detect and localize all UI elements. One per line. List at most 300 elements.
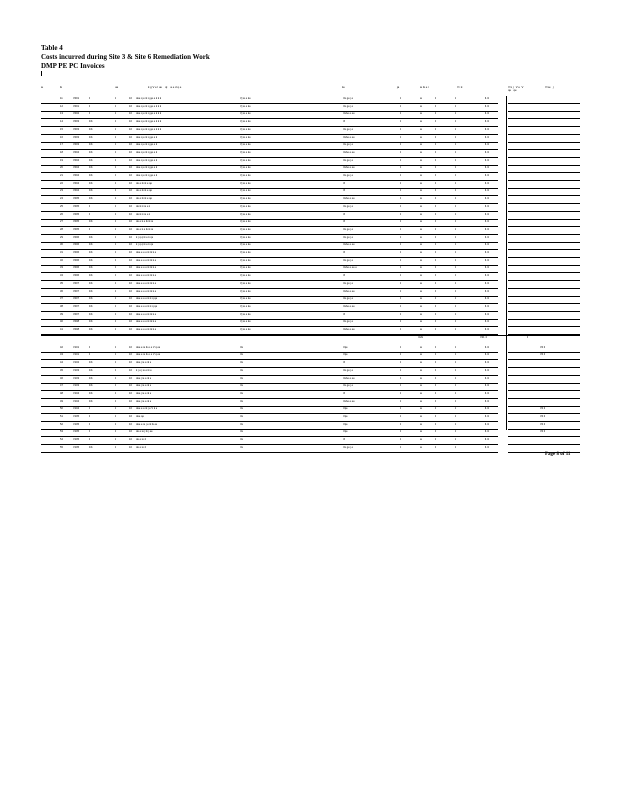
row-divider xyxy=(508,359,580,360)
table-cell: 1 xyxy=(115,243,117,247)
table-cell: 1 4 xyxy=(485,212,489,216)
table-cell: 4 xyxy=(89,353,91,357)
table-cell: de e ik ik e qe xyxy=(136,181,153,185)
column-header: ie xyxy=(41,85,44,89)
table-cell: 1 xyxy=(455,391,457,395)
table-cell: 10 xyxy=(129,422,132,426)
table-cell: Vj ie e ke xyxy=(240,166,251,170)
table-cell: Vebe e ee xyxy=(343,399,355,403)
table-cell: 1 xyxy=(115,204,117,208)
row-divider xyxy=(41,165,498,166)
table-cell: 1 xyxy=(400,204,402,208)
table-cell: Vebe e ee e xyxy=(343,266,357,270)
table-cell: dee e ie j e ik ik ee xyxy=(136,422,158,426)
table-cell: de e ie 4 xyxy=(136,438,146,442)
table-cell: 1 4 xyxy=(485,104,489,108)
table-cell: 4 xyxy=(435,376,437,380)
table-cell: Vj ie e ke xyxy=(240,212,251,216)
table-cell: 4 xyxy=(435,97,437,100)
table-cell: 25 xyxy=(60,204,63,208)
table-cell: V004 xyxy=(73,189,80,193)
table-cell: 4 xyxy=(435,174,437,177)
table-cell: 1 xyxy=(455,399,457,403)
table-cell: dee e e ik j e V k e xyxy=(136,407,158,411)
table-cell: ie xyxy=(420,445,423,449)
table-cell: 1 xyxy=(400,227,402,231)
table-cell: 1 4 xyxy=(485,297,489,301)
table-cell: Vj ie e ke xyxy=(240,204,251,208)
table-cell: 4 xyxy=(435,438,437,442)
row-divider xyxy=(508,444,580,445)
table-cell: 4 xyxy=(89,204,91,208)
column-header: ie ik e i xyxy=(420,85,429,89)
table-cell: 4 xyxy=(435,181,437,185)
table-cell: ie xyxy=(420,415,423,418)
row-divider xyxy=(508,149,580,150)
table-cell: 1 xyxy=(115,166,117,170)
table-cell: 1 xyxy=(115,251,117,254)
table-cell: 1 xyxy=(115,281,117,285)
table-cell: dee j ie e ik e xyxy=(136,384,152,388)
table-cell: 4 xyxy=(89,438,91,442)
table-cell: Vi xyxy=(343,189,346,193)
table-cell: 1 xyxy=(400,297,402,301)
table-cell: dee q e ik q ge e k k k xyxy=(136,120,162,124)
table-cell: 1 xyxy=(455,120,457,124)
table-cell: 1 xyxy=(400,281,402,285)
row-divider xyxy=(41,383,498,384)
table-cell: Ve ge j e xyxy=(343,97,354,100)
table-cell: Vj ie e ke xyxy=(240,289,251,293)
table-cell: V105 xyxy=(73,422,80,426)
table-cell: 49 xyxy=(60,399,63,403)
table-cell: Ve xyxy=(240,399,244,403)
table-cell: V003 xyxy=(73,143,80,147)
table-cell: Vebe e ee xyxy=(343,304,355,308)
table-cell: ie xyxy=(420,281,423,285)
table-cell: 4 xyxy=(435,320,437,324)
table-cell: dee e e e ik ik k e xyxy=(136,328,157,331)
table-cell: 1 xyxy=(455,289,457,293)
table-cell: 1 xyxy=(455,197,457,201)
row-divider xyxy=(508,296,580,297)
table-cell: 4 1 xyxy=(89,320,93,324)
row-divider xyxy=(41,303,498,304)
table-cell: 4 xyxy=(435,345,437,349)
table-cell: 1 xyxy=(455,368,457,372)
table-cell: 1 4 xyxy=(485,127,489,131)
table-cell: Ve xyxy=(240,345,244,349)
row-divider xyxy=(508,375,580,376)
row-divider xyxy=(41,390,498,391)
table-cell: 10 xyxy=(129,104,132,108)
subtotal-extra: 4 xyxy=(527,335,529,339)
table-cell: 1 xyxy=(400,312,402,316)
row-divider xyxy=(508,234,580,235)
table-cell: 1 xyxy=(115,384,117,388)
table-cell: Ve ge j e xyxy=(343,143,354,147)
table-cell: dee q e ik q ge e k xyxy=(136,166,158,170)
table-cell: ie xyxy=(420,361,423,365)
table-cell: 1 xyxy=(115,220,117,224)
table-cell: ie xyxy=(420,97,423,100)
table-cell: ie xyxy=(420,289,423,293)
table-cell: V105 xyxy=(73,430,80,434)
table-cell: 1 xyxy=(400,174,402,177)
table-cell: ie xyxy=(420,204,423,208)
table-cell: 10 xyxy=(129,204,132,208)
table-cell: 1 xyxy=(455,143,457,147)
table-cell: V0 4 xyxy=(540,345,546,349)
row-divider xyxy=(41,203,498,204)
table-cell: Ve ge j e xyxy=(343,174,354,177)
table-cell: ie xyxy=(420,258,423,262)
row-divider xyxy=(508,126,580,127)
row-divider xyxy=(41,296,498,297)
table-cell: dee q e ik q ge e k k k xyxy=(136,97,162,100)
table-cell: 4 1 xyxy=(89,297,93,301)
table-cell: ie xyxy=(420,266,423,270)
table-cell: ie xyxy=(420,345,423,349)
table-cell: 10 xyxy=(129,297,132,301)
table-cell: 1 xyxy=(400,235,402,239)
table-cell: 4 1 xyxy=(89,174,93,177)
table-cell: 1 xyxy=(400,258,402,262)
table-cell: 10 xyxy=(129,328,132,331)
table-cell: 4 1 xyxy=(89,304,93,308)
table-cell: 1 xyxy=(115,158,117,162)
table-cell: 1 4 xyxy=(485,227,489,231)
row-divider xyxy=(41,111,498,112)
table-cell: dee q e ik q ge e k xyxy=(136,158,158,162)
table-cell: 4 xyxy=(89,415,91,418)
row-divider xyxy=(508,134,580,135)
table-cell: 10 xyxy=(129,320,132,324)
table-cell: 1 xyxy=(115,312,117,316)
table-cell: Ve ge j e xyxy=(343,158,354,162)
table-cell: ie xyxy=(420,143,423,147)
table-cell: 22 xyxy=(60,181,63,185)
table-cell: Vebe e ee xyxy=(343,166,355,170)
table-cell: dee j ie e ik e xyxy=(136,391,152,395)
table-cell: V001 xyxy=(73,104,80,108)
table-cell: 4 1 xyxy=(89,166,93,170)
table-cell: 1 xyxy=(115,112,117,116)
row-divider xyxy=(508,157,580,158)
table-cell: 4 xyxy=(435,235,437,239)
table-cell: 1 xyxy=(455,189,457,193)
table-cell: 1 xyxy=(400,345,402,349)
table-cell: 10 xyxy=(129,361,132,365)
table-cell: dee e e e ik k q qe xyxy=(136,304,158,308)
table-cell: de e ik ik e qe xyxy=(136,197,153,201)
table-cell: Vebe e ee xyxy=(343,112,355,116)
row-divider xyxy=(508,195,580,196)
row-divider xyxy=(41,421,498,422)
table-cell: 1 xyxy=(400,143,402,147)
table-cell: V003 xyxy=(73,120,80,124)
table-cell: 1 xyxy=(400,304,402,308)
table-cell: Vj ie e ke xyxy=(240,112,251,116)
table-cell: 4 xyxy=(435,384,437,388)
row-divider xyxy=(41,452,498,453)
table-cell: dee e e e ik ik k e xyxy=(136,281,157,285)
table-cell: 4 xyxy=(435,297,437,301)
table-cell: 18 xyxy=(60,150,63,154)
column-header: iie xyxy=(342,85,345,89)
row-divider xyxy=(508,111,580,112)
table-cell: 1 xyxy=(115,150,117,154)
table-cell: 1 4 xyxy=(485,220,489,224)
table-cell: V008 xyxy=(73,320,80,324)
table-cell: V004 xyxy=(73,158,80,162)
table-cell: V007 xyxy=(73,281,80,285)
table-cell: 19 xyxy=(60,158,63,162)
table-cell: 1 xyxy=(455,166,457,170)
table-cell: de e k e ik ik ie xyxy=(136,227,154,231)
table-cell: 4 1 xyxy=(89,127,93,131)
column-header: V ke j xyxy=(545,85,554,89)
table-subtitle: DMP PE PC Invoices xyxy=(41,62,105,70)
row-divider xyxy=(41,288,498,289)
table-cell: 1 xyxy=(455,251,457,254)
table-cell: 1 4 xyxy=(485,445,489,449)
table-cell: 1 xyxy=(115,376,117,380)
table-cell: 37 xyxy=(60,297,63,301)
row-divider xyxy=(41,429,498,430)
row-divider xyxy=(41,319,498,320)
table-cell: Vqe xyxy=(343,422,348,426)
table-cell: ie xyxy=(420,251,423,254)
table-cell: 4 1 xyxy=(89,150,93,154)
table-cell: 39 xyxy=(60,312,63,316)
table-cell: V101 xyxy=(73,353,80,357)
table-cell: Vj ie e ke xyxy=(240,181,251,185)
table-cell: Vi xyxy=(343,251,346,254)
table-cell: dee e e e ik ik k e xyxy=(136,312,157,316)
table-cell: 1 4 xyxy=(485,391,489,395)
table-cell: 36 xyxy=(60,289,63,293)
table-cell: V007 xyxy=(73,297,80,301)
table-cell: 1 xyxy=(400,407,402,411)
table-cell: 1 xyxy=(115,430,117,434)
table-cell: V006 xyxy=(73,258,80,262)
table-cell: 4 xyxy=(89,227,91,231)
table-cell: Vj ie e ke xyxy=(240,320,251,324)
table-cell: 43 xyxy=(60,353,63,357)
table-cell: 4 1 xyxy=(89,120,93,124)
table-cell: 1 xyxy=(455,274,457,278)
row-divider xyxy=(41,211,498,212)
row-divider xyxy=(41,311,498,312)
table-cell: 38 xyxy=(60,304,63,308)
table-cell: V105 xyxy=(73,415,80,418)
table-cell: 10 xyxy=(129,174,132,177)
row-divider xyxy=(41,352,498,353)
table-cell: 1 xyxy=(455,415,457,418)
table-cell: Ve ge j e xyxy=(343,127,354,131)
table-cell: Vebe e ee xyxy=(343,243,355,247)
table-cell: dee e e e ik ik k e xyxy=(136,289,157,293)
table-cell: 1 4 xyxy=(485,328,489,331)
table-cell: Ve ge j e xyxy=(343,258,354,262)
table-cell: 52 xyxy=(60,422,63,426)
table-cell: 34 xyxy=(60,274,63,278)
row-divider xyxy=(508,436,580,437)
table-cell: 14 xyxy=(60,120,63,124)
table-cell: Vj ie e ke xyxy=(240,304,251,308)
table-cell: 1 xyxy=(115,174,117,177)
table-cell: 4 1 xyxy=(89,399,93,403)
table-cell: 40 xyxy=(60,320,63,324)
table-cell: 1 4 xyxy=(485,312,489,316)
table-cell: 1 xyxy=(115,97,117,100)
table-cell: 10 xyxy=(129,289,132,293)
table-cell: 1 xyxy=(455,135,457,139)
table-cell: Ve xyxy=(240,353,244,357)
row-divider xyxy=(508,319,580,320)
table-cell: dee e e e ik ik k e xyxy=(136,320,157,324)
table-cell: dee e e e ik ik k e xyxy=(136,251,157,254)
table-cell: 1 4 xyxy=(485,181,489,185)
table-cell: 4 xyxy=(435,391,437,395)
table-cell: dee j ie e ik e xyxy=(136,399,152,403)
table-cell: Vi xyxy=(343,438,346,442)
subtotal-label: Vebi xyxy=(418,335,424,339)
row-divider xyxy=(41,413,498,414)
row-divider xyxy=(508,280,580,281)
table-cell: 10 xyxy=(129,135,132,139)
table-cell: 31 xyxy=(60,251,63,254)
table-cell: V0 4 xyxy=(540,422,546,426)
table-cell: 1 xyxy=(455,445,457,449)
table-cell: ie xyxy=(420,227,423,231)
table-cell: V006 xyxy=(73,274,80,278)
table-cell: 4 xyxy=(89,97,91,100)
table-cell: ie xyxy=(420,174,423,177)
table-cell: V008 xyxy=(73,328,80,331)
table-cell: Vebe e ee xyxy=(343,150,355,154)
table-cell: 4 xyxy=(435,243,437,247)
table-cell: 4 xyxy=(435,281,437,285)
table-cell: ie xyxy=(420,135,423,139)
table-cell: 1 xyxy=(400,251,402,254)
table-cell: 4 1 xyxy=(89,368,93,372)
table-cell: k j q q ik e k qe xyxy=(136,235,154,239)
row-divider xyxy=(508,383,580,384)
row-divider xyxy=(41,444,498,445)
table-cell: 10 xyxy=(129,127,132,131)
table-cell: 10 xyxy=(129,120,132,124)
table-cell: 1 4 xyxy=(485,345,489,349)
row-divider xyxy=(41,188,498,189)
table-cell: 4 xyxy=(435,189,437,193)
table-cell: ie xyxy=(420,120,423,124)
table-cell: 1 xyxy=(455,112,457,116)
table-cell: 4 xyxy=(89,422,91,426)
table-cell: V004 xyxy=(73,166,80,170)
table-cell: 10 xyxy=(129,112,132,116)
table-cell: de e ie j ik j ee xyxy=(136,430,153,434)
table-cell: 1 xyxy=(400,376,402,380)
table-cell: 1 xyxy=(455,281,457,285)
table-cell: 10 xyxy=(129,166,132,170)
table-cell: 32 xyxy=(60,258,63,262)
table-cell: ie xyxy=(420,391,423,395)
table-cell: 20 xyxy=(60,166,63,170)
table-cell: 1 4 xyxy=(485,189,489,193)
table-cell: Vj ie e ke xyxy=(240,251,251,254)
table-cell: 1 xyxy=(115,415,117,418)
table-cell: Ve ge j e xyxy=(343,204,354,208)
table-cell: 41 xyxy=(60,328,63,331)
table-cell: 10 xyxy=(129,227,132,231)
table-cell: Vj ie e ke xyxy=(240,328,251,331)
table-cell: 1 xyxy=(400,274,402,278)
row-divider xyxy=(41,265,498,266)
table-cell: 1 xyxy=(455,158,457,162)
table-cell: 1 xyxy=(115,320,117,324)
table-cell: Ve ge j e xyxy=(343,320,354,324)
table-cell: 1 4 xyxy=(485,407,489,411)
table-cell: ie xyxy=(420,353,423,357)
table-cell: V006 xyxy=(73,266,80,270)
table-cell: Ve xyxy=(240,368,244,372)
table-cell: ie xyxy=(420,166,423,170)
table-cell: 1 xyxy=(400,384,402,388)
table-cell: 33 xyxy=(60,266,63,270)
table-cell: 4 1 xyxy=(89,328,93,331)
table-cell: Vj ie e ke xyxy=(240,227,251,231)
table-cell: 1 xyxy=(400,197,402,201)
row-divider xyxy=(508,367,580,368)
table-cell: Vj ie e ke xyxy=(240,127,251,131)
table-cell: V007 xyxy=(73,312,80,316)
table-cell: Ve ge j e xyxy=(343,368,354,372)
table-cell: Vj ie e ke xyxy=(240,243,251,247)
table-cell: 4 xyxy=(435,289,437,293)
table-cell: 1 xyxy=(115,266,117,270)
table-cell: 1 4 xyxy=(485,281,489,285)
row-divider xyxy=(41,126,498,127)
table-cell: 4 1 xyxy=(89,243,93,247)
table-cell: 10 xyxy=(129,368,132,372)
table-cell: Vebe e ee xyxy=(343,328,355,331)
table-cell: 10 xyxy=(129,281,132,285)
table-cell: ie xyxy=(420,297,423,301)
table-cell: dee e ie ik e e V q ee xyxy=(136,353,161,357)
table-cell: 1 4 xyxy=(485,399,489,403)
table-cell: 53 xyxy=(60,430,63,434)
table-cell: ie xyxy=(420,304,423,308)
table-cell: ie xyxy=(420,158,423,162)
table-cell: 1 xyxy=(115,104,117,108)
table-cell: dee q e ik q ge e k k k xyxy=(136,127,162,131)
table-cell: 1 4 xyxy=(485,197,489,201)
table-cell: Ve ge j e xyxy=(343,104,354,108)
table-cell: 1 xyxy=(400,212,402,216)
table-cell: 1 4 xyxy=(485,243,489,247)
row-divider xyxy=(508,226,580,227)
table-cell: 10 xyxy=(129,345,132,349)
table-cell: V005 xyxy=(73,197,80,201)
table-cell: 1 xyxy=(400,166,402,170)
table-cell: 1 xyxy=(400,415,402,418)
table-cell: de e k e ik ik ie xyxy=(136,220,154,224)
table-cell: 1 xyxy=(115,143,117,147)
table-cell: 1 xyxy=(455,438,457,442)
table-cell: 1 4 xyxy=(485,204,489,208)
